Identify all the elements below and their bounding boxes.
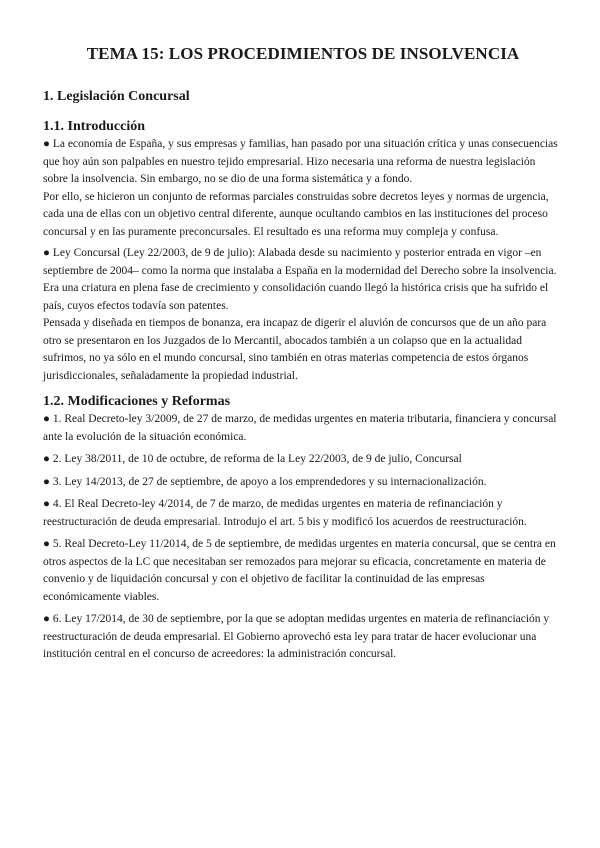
intro-paragraph-reformas: Por ello, se hicieron un conjunto de reformas parciales construidas sobre decretos leyes y normas de urgencia, cada una de ellas con un objetivo central diferente, aunque ocultando cambios en las instituciones del proceso concursal y en las puramente preconcursales. El resultado es una reforma muy compleja y confusa. — [43, 190, 549, 238]
intro-paragraph-ley-concursal: ● Ley Concursal (Ley 22/2003, de 9 de julio): Alabada desde su nacimiento y posterior entrada en vigor –en septiembre de 2004– como la norma que instalaba a España en la modernidad del Derecho sobre la insolvencia. — [43, 247, 557, 277]
section-heading-legislacion: 1. Legislación Concursal — [43, 89, 190, 104]
document-page — [43, 44, 563, 669]
reform-list-item: ● 1. Real Decreto-ley 3/2009, de 27 de marzo, de medidas urgentes en materia tributaria, financiera y concursal ante la evolución de la situación económica. — [43, 413, 557, 443]
reform-list-item: ● 2. Ley 38/2011, de 10 de octubre, de reforma de la Ley 22/2003, de 9 de julio, Concursal — [43, 453, 462, 465]
intro-paragraph-crisis: Era una criatura en plena fase de crecimiento y consolidación cuando llegó la histórica crisis que ha sufrido el país, cuyos efectos todavía son patentes. — [43, 282, 549, 312]
reform-list-item: ● 3. Ley 14/2013, de 27 de septiembre, de apoyo a los emprendedores y su internacionalización. — [43, 475, 487, 488]
subsection-heading-introduccion: 1.1. Introducción — [43, 119, 146, 134]
intro-paragraph-economia: ● La economía de España, y sus empresas y familias, han pasado por una situación crítica y unas consecuencias que hoy aún son palpables en nuestro tejido empresarial. Hizo necesaria una reforma de nuestra legislación sobre la insolvencia. Sin embargo, no se dio de una forma sistemática y a fondo. — [43, 138, 558, 185]
subsection-heading-modificaciones: 1.2. Modificaciones y Reformas — [43, 394, 231, 409]
document-title: TEMA 15: LOS PROCEDIMIENTOS DE INSOLVENCIA — [86, 44, 520, 63]
reform-list-item: ● 4. El Real Decreto-ley 4/2014, de 7 de marzo, de medidas urgentes en materia de refinanciación y reestructuración de deuda empresarial. Introdujo el art. 5 bis y modificó los acuerdos de reestructuración. — [43, 498, 527, 528]
intro-paragraph-bonanza: Pensada y diseñada en tiempos de bonanza, era incapaz de digerir el aluvión de concursos que de un año para otro se presentaron en los Juzgados de lo Mercantil, abocados también a un colapso que en la actualidad sufrimos, no ya sólo en el mundo concursal, sino también en otras materias competencia de estos órganos jurisdiccionales, señaladamente la propiedad industrial. — [43, 317, 547, 382]
reform-list-item: ● 5. Real Decreto-Ley 11/2014, de 5 de septiembre, de medidas urgentes en materia concursal, que se centra en otros aspectos de la LC que necesitaban ser remozados para mejorar su eficacia, concretamente en materia de convenio y de liquidación concursal y con el objetivo de facilitar la continuidad de las empresas económicamente viables. — [43, 538, 556, 603]
reform-list-item: ● 6. Ley 17/2014, de 30 de septiembre, por la que se adoptan medidas urgentes en materia de refinanciación y reestructuración de deuda empresarial. El Gobierno aprovechó esta ley para tratar de hacer evolucionar una institución central en el concurso de acreedores: la administración concursal. — [43, 613, 550, 660]
